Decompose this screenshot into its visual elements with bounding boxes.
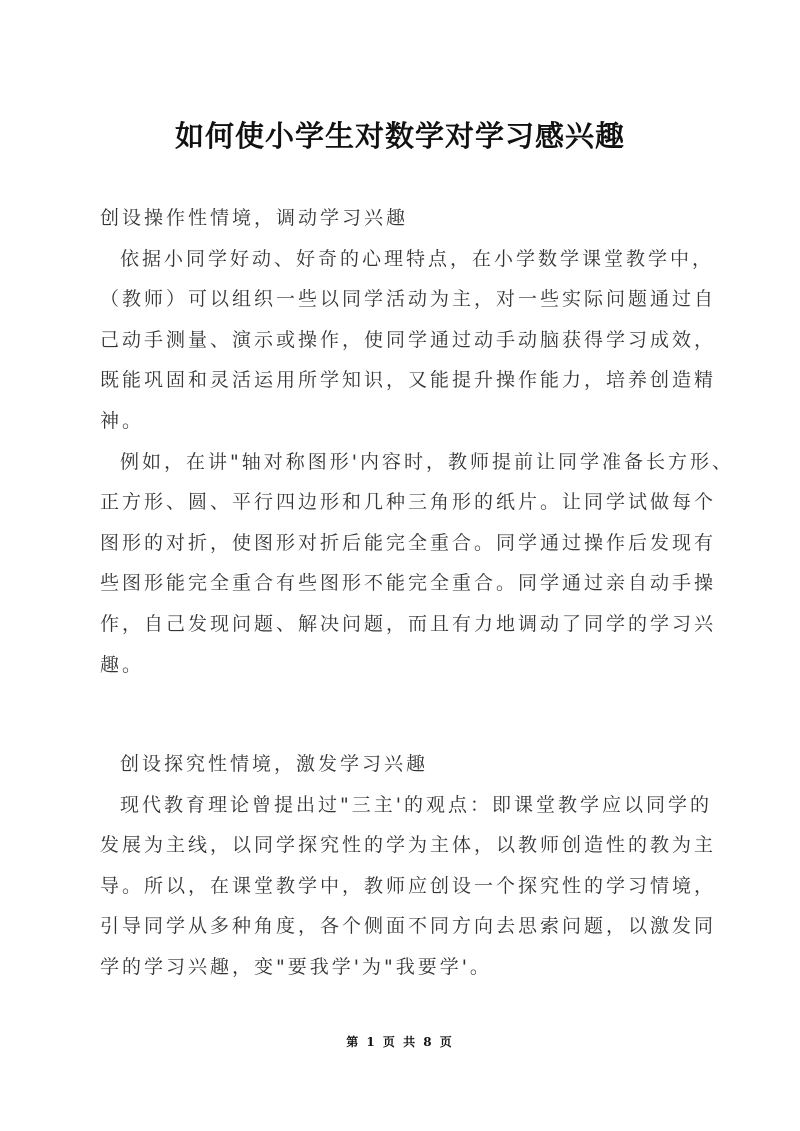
text-line: 己动手测量、演示或操作，使同学通过动手动脑获得学习成效， bbox=[100, 328, 717, 351]
text-line: 学的学习兴趣，变"要我学'为"我要学'。 bbox=[100, 955, 492, 978]
text-line: 正方形、圆、平行四边形和几种三角形的纸片。让同学试做每个 bbox=[100, 491, 717, 514]
text-line: 现代教育理论曾提出过"三主'的观点：即课堂教学应以同学的 bbox=[120, 793, 712, 816]
paragraph bbox=[100, 239, 740, 442]
text-line: 例如，在讲"轴对称图形'内容时，教师提前让同学准备长方形、 bbox=[120, 450, 734, 473]
paragraph bbox=[100, 785, 740, 988]
text-line: 发展为主线，以同学探究性的学为主体，以教师创造性的教为主 bbox=[100, 834, 717, 857]
page-footer: 第 1 页 共 8 页 bbox=[346, 1035, 454, 1049]
text-line: 图形的对折，使图形对折后能完全重合。同学通过操作后发现有 bbox=[100, 531, 717, 554]
section-2 bbox=[100, 744, 740, 988]
text-line: 依据小同学好动、好奇的心理特点，在小学数学课堂教学中， bbox=[120, 247, 715, 270]
text-line: 些图形能完全重合有些图形不能完全重合。同学通过亲自动手操 bbox=[100, 572, 717, 595]
paragraph bbox=[100, 442, 740, 686]
section-1 bbox=[100, 198, 740, 685]
section-heading: 创设探究性情境，激发学习兴趣 bbox=[120, 753, 429, 775]
text-line: 导。所以，在课堂教学中，教师应创设一个探究性的学习情境， bbox=[100, 874, 717, 897]
section-heading: 创设操作性情境，调动学习兴趣 bbox=[100, 207, 409, 229]
text-line: 神。 bbox=[100, 409, 145, 432]
text-line: 既能巩固和灵活运用所学知识，又能提升操作能力，培养创造精 bbox=[100, 369, 717, 392]
text-line: （教师）可以组织一些以同学活动为主，对一些实际问题通过自 bbox=[100, 288, 717, 311]
document-title: 如何使小学生对数学对学习感兴趣 bbox=[174, 119, 625, 153]
text-line: 作，自己发现问题、解决问题，而且有力地调动了同学的学习兴 bbox=[100, 612, 717, 635]
text-line: 趣。 bbox=[100, 653, 145, 676]
text-line: 引导同学从多种角度，各个侧面不同方向去思索问题，以激发同 bbox=[100, 915, 717, 938]
